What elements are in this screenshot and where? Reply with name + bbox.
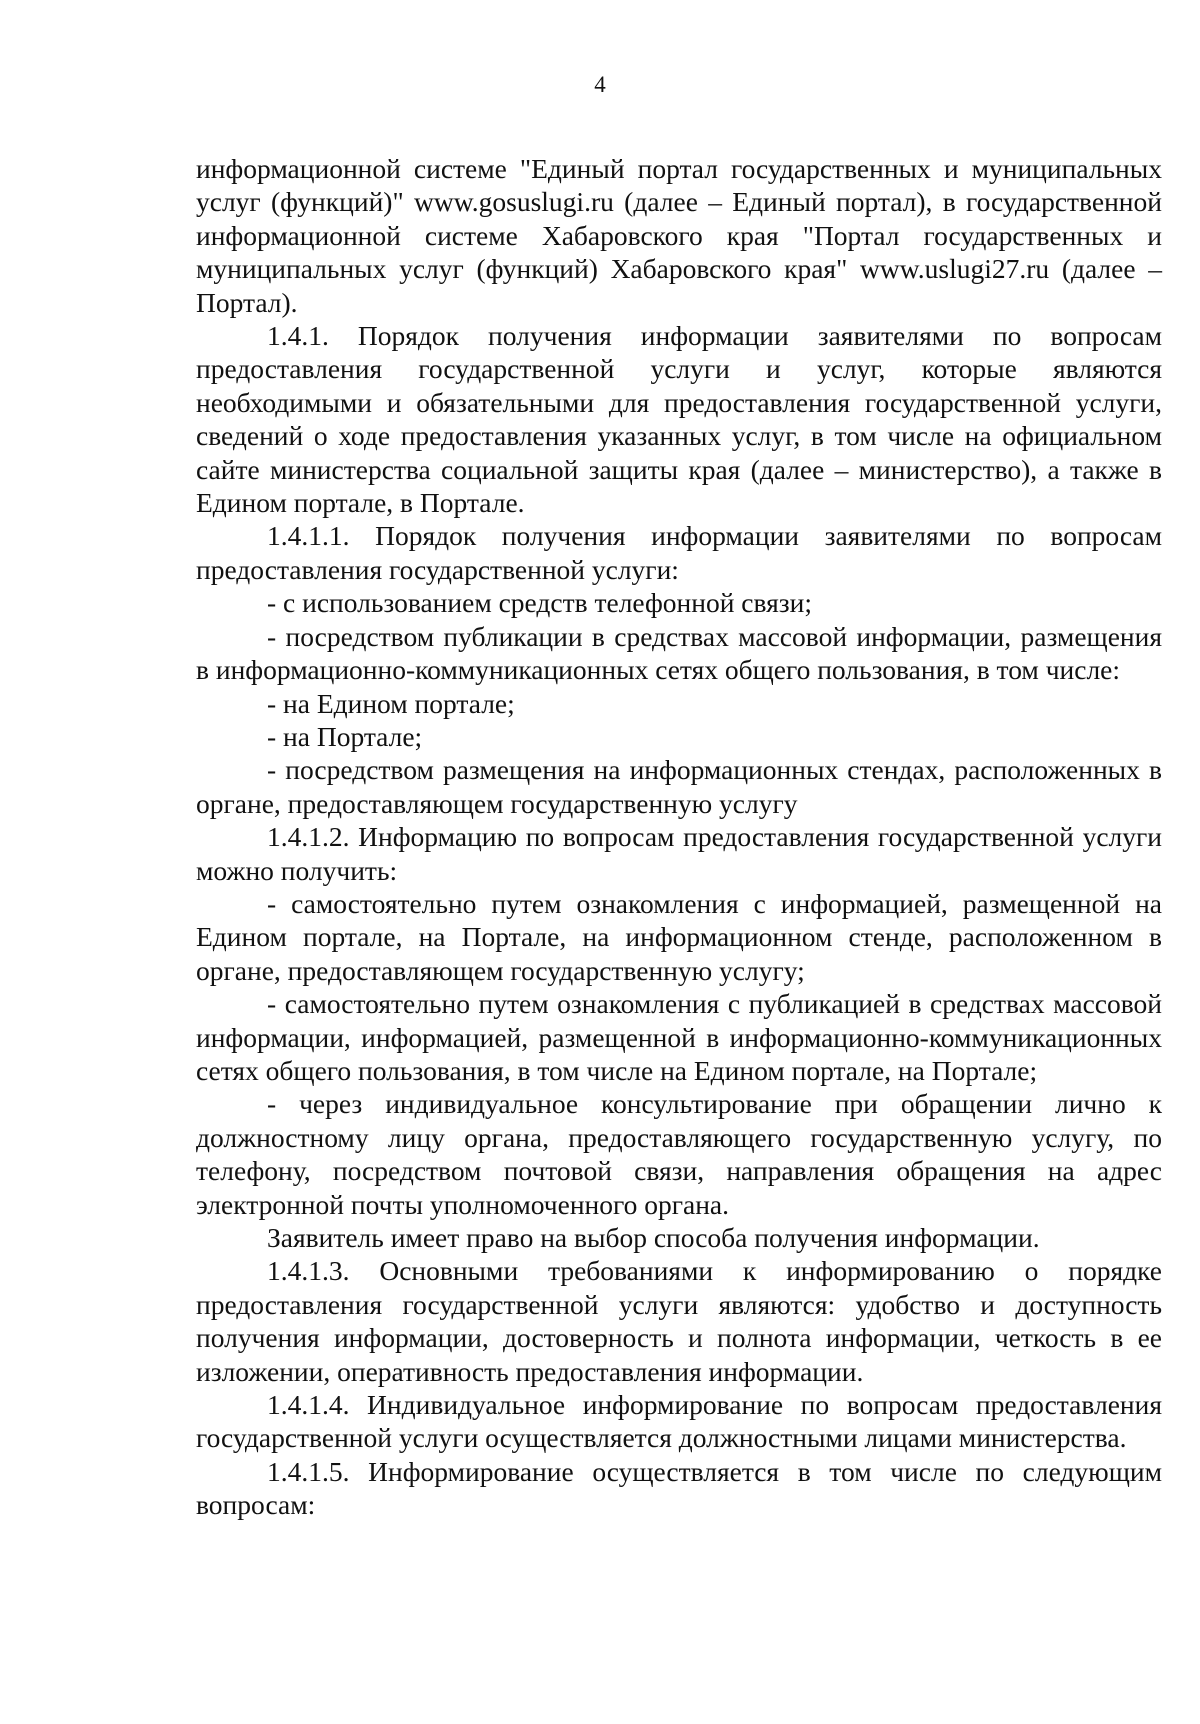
document-body <box>196 152 1162 1522</box>
paragraph-portal-intro: информационной системе "Единый портал государственных и муниципальных услуг (функций)" www.gosuslugi.ru (далее – Единый портал), в государственной информационной системе Хабаровского края "Портал государственных и муниципальных услуг (функций) Хабаровского края" www.uslugi27.ru (далее – Портал). <box>196 153 1162 318</box>
list-item-consultation: - через индивидуальное консультирование при обращении лично к должностному лицу органа, предоставляющего государственную услугу, по телефону, посредством почтовой связи, направления обращения на адрес электронной почты уполномоченного органа. <box>196 1088 1162 1220</box>
list-item-self-study-media: - самостоятельно путем ознакомления с публикацией в средствах массовой информации, информацией, размещенной в информационно-коммуникационных сетях общего пользования, в том числе на Едином портале, на Портале; <box>196 988 1162 1086</box>
list-item-self-study: - самостоятельно путем ознакомления с информацией, размещенной на Едином портале, на Портале, на информационном стенде, расположенном в органе, предоставляющем государственную услугу; <box>196 887 1162 986</box>
paragraph-1-4-1: 1.4.1. Порядок получения информации заявителями по вопросам предоставления государственной услуги и услуг, которые являются необходимыми и обязательными для предоставления государственной услуги, сведений о ходе предоставления указанных услуг, в том числе на официальном сайте министерства социальной защиты края (далее – министерство), а также в Едином портале, в Портале. <box>196 320 1162 519</box>
paragraph-1-4-1-2: 1.4.1.2. Информацию по вопросам предоставления государственной услуги можно получить: <box>196 821 1162 886</box>
list-item-unified-portal: - на Едином портале; <box>267 687 515 719</box>
paragraph-applicant-right: Заявитель имеет право на выбор способа получения информации. <box>267 1222 1040 1253</box>
list-item-media: - посредством публикации в средствах массовой информации, размещения в информационно-коммуникационных сетях общего пользования, в том числе: <box>196 620 1162 686</box>
list-item-portal: - на Портале; <box>267 720 423 752</box>
paragraph-1-4-1-5: 1.4.1.5. Информирование осуществляется в том числе по следующим вопросам: <box>196 1455 1162 1521</box>
list-item-info-stands: - посредством размещения на информационных стендах, расположенных в органе, предоставляющем государственную услугу <box>196 754 1162 819</box>
page-number: 4 <box>594 72 606 97</box>
paragraph-1-4-1-1: 1.4.1.1. Порядок получения информации заявителями по вопросам предоставления государственной услуги: <box>196 520 1162 585</box>
list-item-telephone: - с использованием средств телефонной связи; <box>267 587 813 619</box>
paragraph-1-4-1-4: 1.4.1.4. Индивидуальное информирование по вопросам предоставления государственной услуги осуществляется должностными лицами министерства. <box>196 1389 1162 1454</box>
paragraph-1-4-1-3: 1.4.1.3. Основными требованиями к информированию о порядке предоставления государственной услуги являются: удобство и доступность получения информации, достоверность и полнота информации, четкость в ее изложении, оперативность предоставления информации. <box>196 1255 1162 1387</box>
